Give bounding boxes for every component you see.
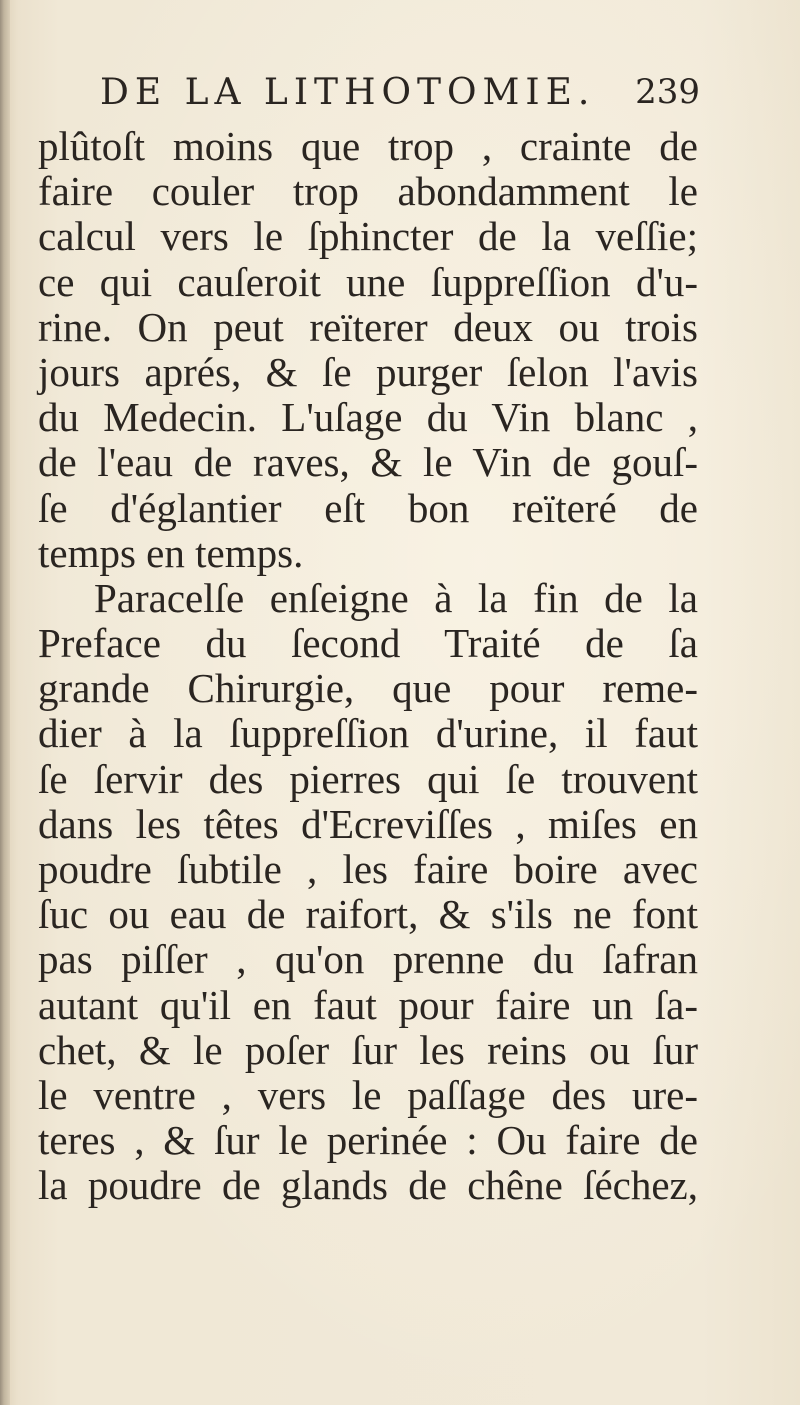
text-line: de l'eau de raves, & le Vin de gouſ- [38,439,698,486]
text-line: pas piſſer , qu'on prenne du ſafran [38,936,698,983]
text-line: faire couler trop abondamment le [38,168,698,215]
text-line: rine. On peut reïterer deux ou trois [38,303,698,350]
text-line: chet, & le poſer ſur les reins ou ſur [38,1026,698,1073]
text-line: dier à la ſuppreſſion d'urine, il faut [38,710,698,757]
text-line: la poudre de glands de chêne ſéchez, [38,1162,698,1209]
text-line: grande Chirurgie, que pour reme- [38,665,698,712]
text-line: du Medecin. L'uſage du Vin blanc , [38,394,698,441]
text-line: dans les têtes d'Ecreviſſes , miſes en [38,800,698,847]
page-binding-edge [0,0,10,1405]
page-number: 239 [635,72,700,112]
text-line: teres , & ſur le perinée : Ou faire de [38,1117,698,1164]
text-line: ſuc ou eau de raifort, & s'ils ne font [38,891,698,938]
text-line: poudre ſubtile , les faire boire avec [38,846,698,892]
text-line: autant qu'il en faut pour faire un ſa- [38,981,698,1028]
paragraph-start-line: Paracelſe enſeigne à la fin de la [94,574,698,621]
text-line: jours aprés, & ſe purger ſelon l'avis [38,348,698,395]
body-text [38,124,698,1209]
text-line: le ventre , vers le paſſage des ure- [38,1071,698,1118]
text-line: ce qui cauſeroit une ſuppreſſion d'u- [38,258,698,305]
text-line: ſe d'églantier eſt bon reïteré de [38,484,698,531]
page-header [100,72,700,124]
paragraph-end-line: temps en temps. [38,529,304,576]
text-line: calcul vers le ſphincter de la veſſie; [38,213,698,260]
text-line: plûtoſt moins que trop , crainte de [38,123,698,169]
text-line: Preface du ſecond Traité de ſa [38,620,698,667]
text-line: ſe ſervir des pierres qui ſe trouvent [38,755,698,802]
running-title: DE LA LITHOTOMIE. [100,72,596,113]
